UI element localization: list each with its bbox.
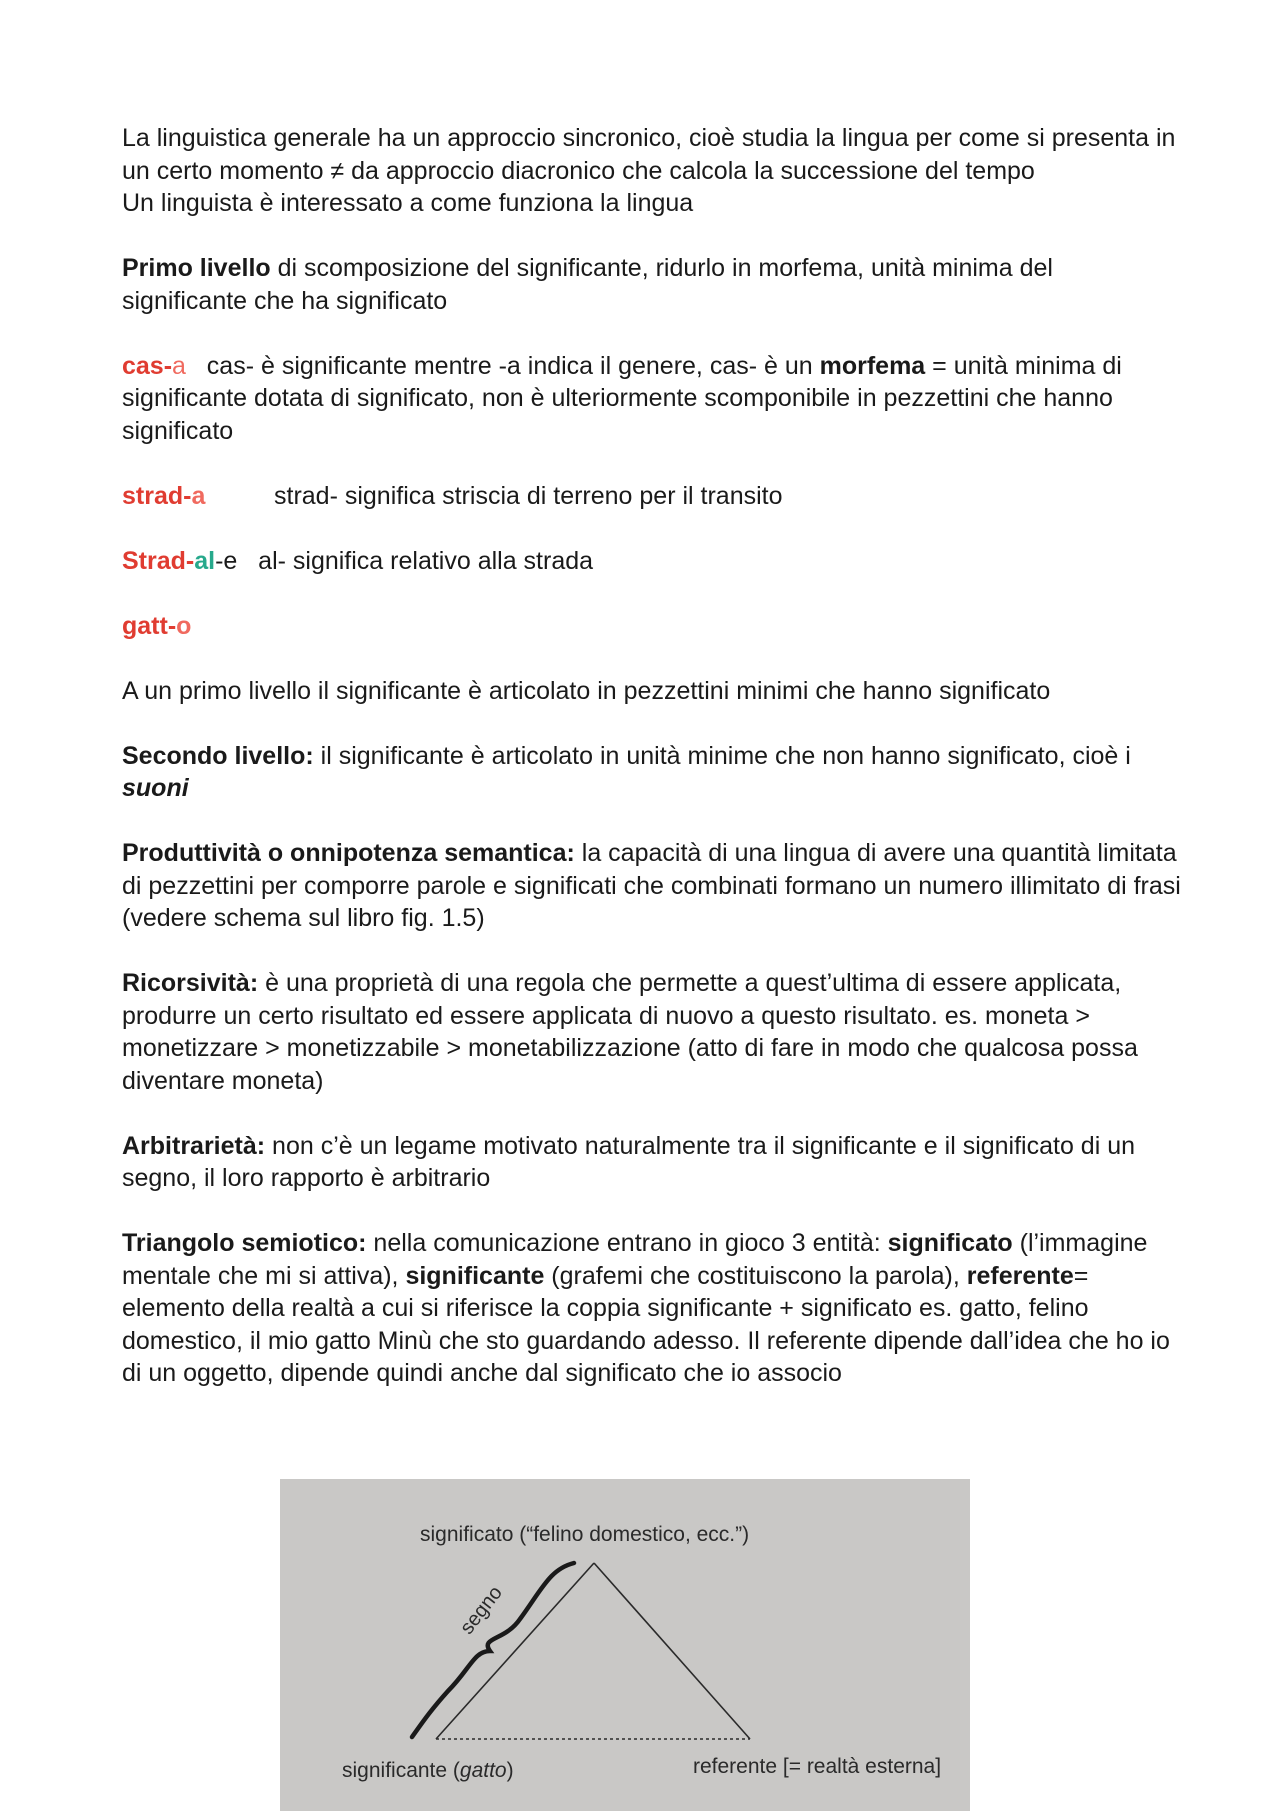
figure-label-significante-italic: gatto — [459, 1759, 507, 1782]
stradale-middle: al — [194, 546, 216, 575]
figure-label-significante — [342, 1759, 514, 1783]
triangolo-text-2: (l’immagine mentale che mi si attiva), — [122, 1229, 1148, 1290]
ricorsivita-paragraph — [122, 967, 1182, 1097]
strada-example — [122, 480, 274, 513]
suoni-emphasis: suoni — [122, 774, 189, 802]
triangolo-term: Triangolo semiotico: — [122, 1229, 367, 1257]
document-body — [122, 122, 1182, 1422]
stradale-text: al- significa relativo alla strada — [237, 546, 594, 575]
significante-term: significante — [405, 1261, 545, 1290]
triangle-right-side — [594, 1563, 750, 1739]
triangle-left-side — [436, 1563, 594, 1739]
figure-label-significato: significato (“felino domestico, ecc.”) — [420, 1523, 750, 1546]
cas-text-1: cas- è significante mentre -a indica il genere, cas- è un — [185, 351, 820, 380]
figure-label-significante-prefix: significante ( — [342, 1759, 460, 1782]
gatto-paragraph — [122, 610, 1182, 643]
figure-label-referente: referente [= realtà esterna] — [693, 1755, 942, 1778]
strada-paragraph — [122, 480, 1182, 513]
stradale-dash-1: - — [185, 546, 195, 575]
secondo-livello-paragraph — [122, 740, 1182, 805]
intro-line-1: La linguistica generale ha un approccio sincronico, cioè studia la lingua per come si presenta in un certo momento ≠ da approccio diacronico che calcola la successione del tempo — [122, 124, 1176, 185]
arbitrarieta-text: non c’è un legame motivato naturalmente tra il significante e il significato di un segno, il loro rapporto è arbitrario — [122, 1131, 1136, 1192]
secondo-livello-term: Secondo livello: — [122, 741, 314, 770]
produttivita-text: la capacità di una lingua di avere una quantità limitata di pezzettini per comporre parole e significati che combinati formano un numero illimitato di frasi (vedere schema sul libro fig. 1.5) — [122, 839, 1181, 932]
strada-suffix: a — [191, 481, 206, 510]
secondo-livello-text: il significante è articolato in unità minime che non hanno significato, cioè i — [313, 741, 1131, 770]
stradale-paragraph — [122, 545, 1182, 578]
gatto-suffix: o — [176, 611, 192, 640]
morfema-term: morfema — [819, 351, 926, 380]
triangolo-text-4: = elemento della realtà a cui si riferisce la coppia significante + significato es. gatto, felino domestico, il mio gatto Minù che sto guardando adesso. Il referente dipende dall’idea che ho io di un oggetto, dipende quindi anche dal significato che io associo — [122, 1261, 1170, 1387]
strada-dash: - — [183, 481, 192, 510]
primo-livello-text: di scomposizione del significante, ridurlo in morfema, unità minima del significante che ha significato — [122, 254, 1053, 315]
intro-line-2: Un linguista è interessato a come funziona la lingua — [122, 189, 694, 217]
triangolo-text-3: (grafemi che costituiscono la parola), — [544, 1261, 967, 1290]
triangolo-text-1: nella comunicazione entrano in gioco 3 entità: — [366, 1229, 888, 1257]
figure-label-significante-suffix: ) — [506, 1759, 514, 1782]
semiotic-triangle-figure — [280, 1479, 970, 1811]
arbitrarieta-term: Arbitrarietà: — [122, 1131, 266, 1160]
triangolo-paragraph — [122, 1227, 1182, 1390]
cas-paragraph — [122, 350, 1182, 448]
cas-text-2: = unità minima di significante dotata di significato, non è ulteriormente scomponibile in pezzettini che hanno significato — [122, 351, 1122, 445]
primo-livello-paragraph — [122, 252, 1182, 317]
stradale-root: Strad — [122, 546, 186, 575]
stradale-dash-2: -e — [215, 546, 238, 575]
ricorsivita-text: è una proprietà di una regola che permette a quest’ultima di essere applicata, produrre un certo risultato ed essere applicata di nuovo a questo risultato. es. moneta > monetizzare > monetizzabile > monetabilizzazione (atto di fare in modo che qualcosa possa diventare moneta) — [122, 969, 1138, 1095]
cas-dash: - — [163, 351, 173, 380]
referente-term: referente — [966, 1261, 1074, 1290]
primo-summary-paragraph — [122, 675, 1182, 708]
produttivita-paragraph — [122, 837, 1182, 935]
produttivita-term: Produttività o onnipotenza semantica: — [122, 839, 575, 867]
gatto-root: gatt — [122, 611, 168, 640]
figure-label-segno: segno — [456, 1582, 507, 1639]
gatto-dash: - — [167, 611, 177, 640]
primo-summary-text: A un primo livello il significante è articolato in pezzettini minimi che hanno significato — [122, 676, 1051, 705]
strada-text: strad- significa striscia di terreno per il transito — [274, 481, 783, 510]
cas-suffix: a — [172, 351, 186, 380]
significato-term: significato — [887, 1229, 1013, 1257]
arbitrarieta-paragraph — [122, 1130, 1182, 1195]
ricorsivita-term: Ricorsività: — [122, 969, 259, 997]
intro-paragraph — [122, 122, 1182, 220]
primo-livello-term: Primo livello — [122, 254, 271, 282]
cas-root: cas — [122, 351, 164, 380]
strada-root: strad — [122, 481, 184, 510]
